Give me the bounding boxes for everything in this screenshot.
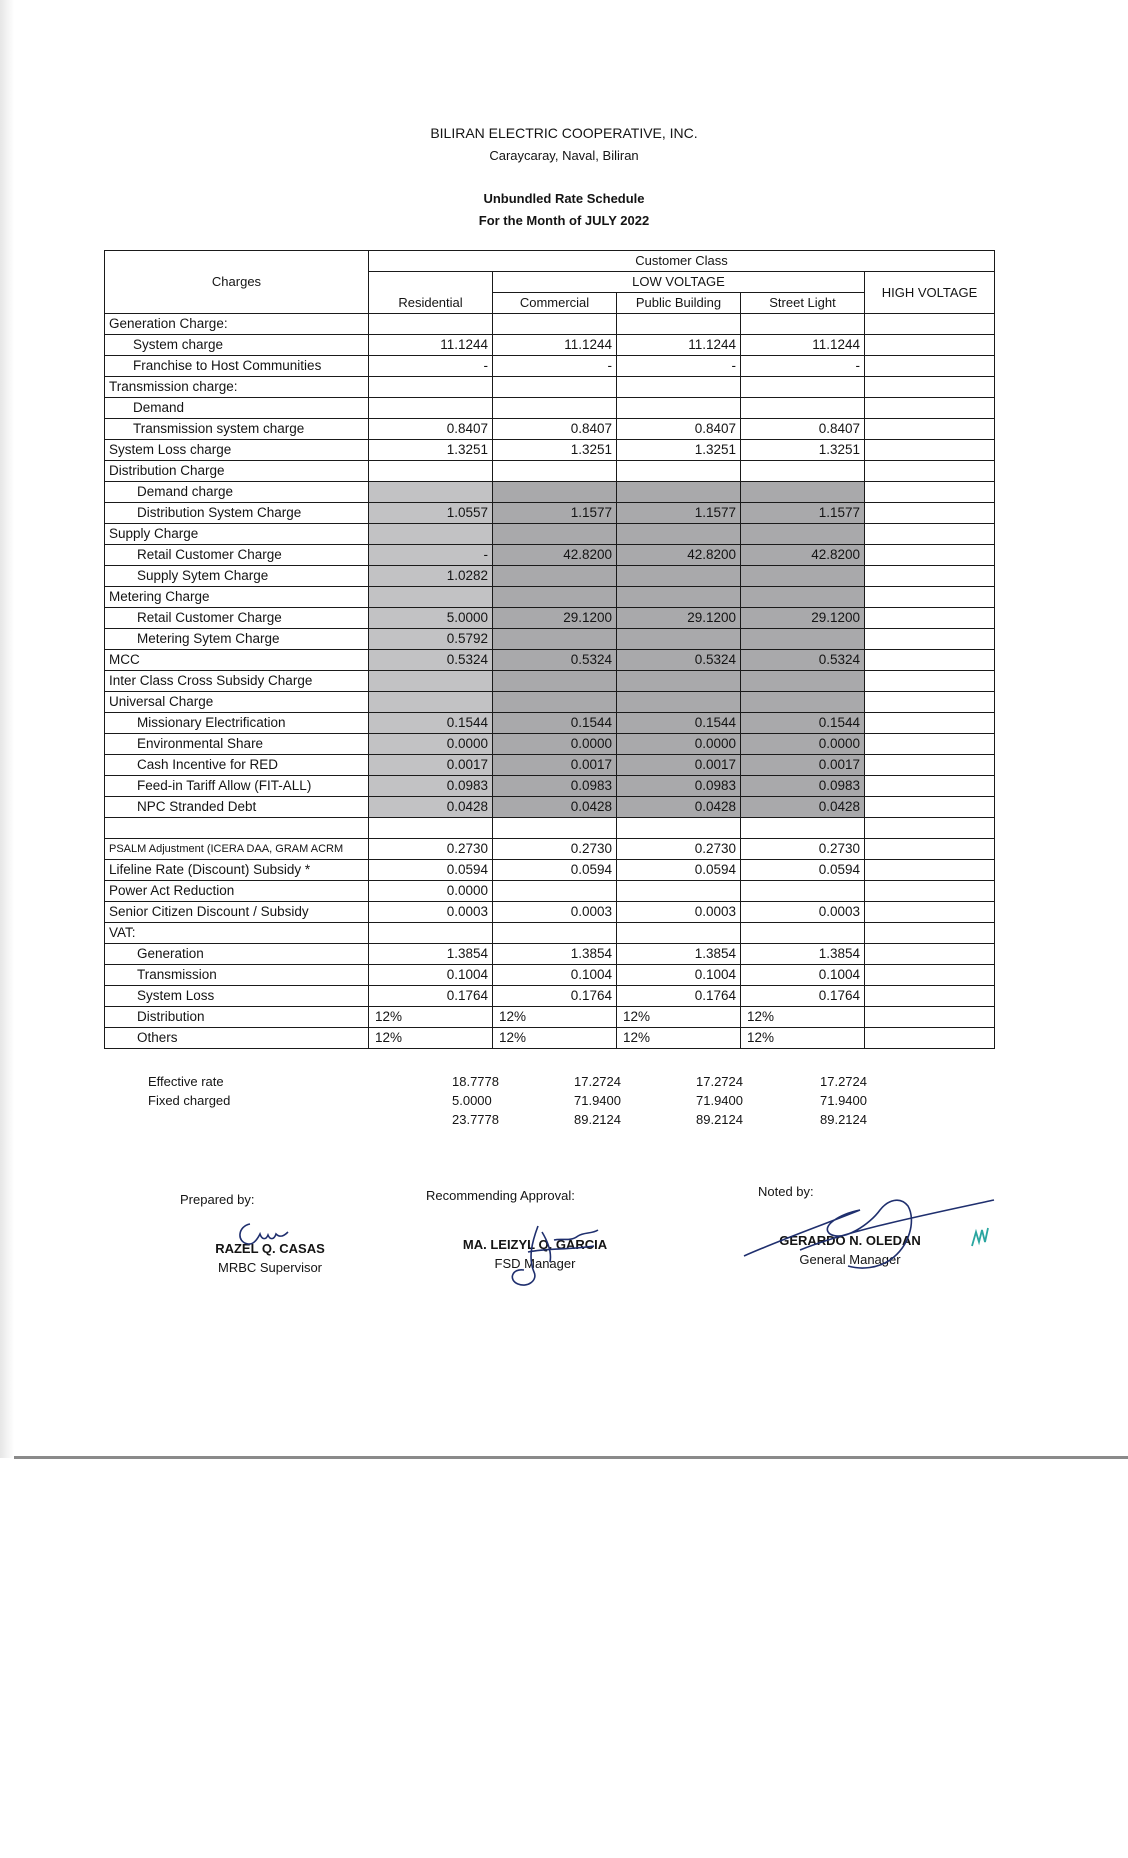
col-header-commercial: Commercial [493,293,617,314]
rate-cell-commercial [493,629,617,650]
charge-label: PSALM Adjustment (ICERA DAA, GRAM ACRM [105,839,369,860]
rate-cell-commercial: 11.1244 [493,335,617,356]
rate-cell-commercial: 29.1200 [493,608,617,629]
customer-class-header: Customer Class [369,251,995,272]
fixed-charged-label: Fixed charged [148,1093,231,1108]
rate-cell-commercial: 0.0017 [493,755,617,776]
rate-cell-commercial: 0.2730 [493,839,617,860]
rate-cell-residential: 0.1544 [369,713,493,734]
fixed-charged-value: 71.9400 [696,1093,743,1108]
charge-label: Transmission system charge [105,419,369,440]
charge-label: Environmental Share [105,734,369,755]
charge-label: System Loss charge [105,440,369,461]
rate-cell-public-building: 0.0594 [617,860,741,881]
table-row [105,566,995,587]
rate-cell-high-voltage [865,860,995,881]
total-value: 23.7778 [452,1112,499,1127]
rate-cell-commercial: 0.0003 [493,902,617,923]
rate-cell-high-voltage [865,713,995,734]
charge-label: Transmission charge: [105,377,369,398]
rate-cell-high-voltage [865,818,995,839]
charge-label: Universal Charge [105,692,369,713]
rate-cell-commercial [493,881,617,902]
rate-cell-street-light [741,524,865,545]
organization-name: BILIRAN ELECTRIC COOPERATIVE, INC. [430,125,698,141]
table-row [105,986,995,1007]
rate-cell-residential: 0.1004 [369,965,493,986]
noted-by-heading: Noted by: [758,1184,814,1199]
rate-cell-public-building [617,482,741,503]
rate-cell-high-voltage [865,650,995,671]
rate-cell-residential [369,398,493,419]
table-row [105,1028,995,1049]
table-row [105,860,995,881]
table-row [105,776,995,797]
rate-cell-residential: 1.3251 [369,440,493,461]
rate-schedule-table [104,250,995,1049]
rate-cell-public-building: 0.1764 [617,986,741,1007]
charge-label: Inter Class Cross Subsidy Charge [105,671,369,692]
rate-cell-street-light [741,692,865,713]
rate-cell-high-voltage [865,440,995,461]
rate-cell-residential: 0.0594 [369,860,493,881]
rate-cell-high-voltage [865,545,995,566]
charge-label: Supply Charge [105,524,369,545]
rate-cell-commercial: 0.0428 [493,797,617,818]
table-row [105,839,995,860]
rate-cell-street-light [741,314,865,335]
rate-cell-residential: 0.0017 [369,755,493,776]
rate-table-body [105,314,995,1049]
rate-cell-high-voltage [865,965,995,986]
rate-cell-street-light: 0.1544 [741,713,865,734]
rate-cell-high-voltage [865,923,995,944]
rate-cell-public-building [617,671,741,692]
charge-label: Lifeline Rate (Discount) Subsidy * [105,860,369,881]
rate-cell-high-voltage [865,755,995,776]
fixed-charged-value: 71.9400 [820,1093,867,1108]
rate-cell-high-voltage [865,692,995,713]
col-header-street-light: Street Light [741,293,865,314]
rate-cell-street-light: 1.3251 [741,440,865,461]
table-row [105,902,995,923]
rate-cell-residential: 0.2730 [369,839,493,860]
rate-cell-residential: 0.5324 [369,650,493,671]
rate-cell-high-voltage [865,902,995,923]
rate-cell-residential: - [369,545,493,566]
table-row [105,461,995,482]
rate-cell-public-building: 0.0983 [617,776,741,797]
rate-cell-high-voltage [865,356,995,377]
rate-cell-residential [369,314,493,335]
effective-rate-value: 18.7778 [452,1074,499,1089]
rate-cell-commercial [493,671,617,692]
charge-label: Demand charge [105,482,369,503]
rate-cell-residential: 0.1764 [369,986,493,1007]
rate-cell-commercial: 0.1004 [493,965,617,986]
rate-cell-commercial: 0.5324 [493,650,617,671]
rate-cell-high-voltage [865,1028,995,1049]
rate-cell-high-voltage [865,881,995,902]
effective-rate-value: 17.2724 [696,1074,743,1089]
rate-cell-residential [369,377,493,398]
prepared-signature-icon [232,1218,292,1252]
table-row [105,1007,995,1028]
rate-cell-high-voltage [865,503,995,524]
rate-cell-residential [369,587,493,608]
rate-cell-commercial [493,461,617,482]
high-voltage-header: HIGH VOLTAGE [865,272,995,314]
charge-label: Distribution [105,1007,369,1028]
rate-cell-street-light: 0.5324 [741,650,865,671]
table-row [105,503,995,524]
rate-cell-residential [369,524,493,545]
rate-cell-public-building [617,314,741,335]
rate-cell-street-light: 42.8200 [741,545,865,566]
rate-cell-public-building [617,377,741,398]
rate-cell-commercial: - [493,356,617,377]
document-period: For the Month of JULY 2022 [478,213,650,228]
rate-cell-commercial: 1.3854 [493,944,617,965]
charge-label: System Loss [105,986,369,1007]
recommending-approval-name: MA. LEIZYL Q. GARCIA [462,1237,608,1252]
rate-cell-commercial [493,314,617,335]
charge-label [105,818,369,839]
rate-cell-residential: 0.0003 [369,902,493,923]
table-row [105,650,995,671]
charge-label: Senior Citizen Discount / Subsidy [105,902,369,923]
rate-cell-high-voltage [865,839,995,860]
charge-label: Generation Charge: [105,314,369,335]
rate-cell-public-building [617,461,741,482]
charge-label: Missionary Electrification [105,713,369,734]
document-title: Unbundled Rate Schedule [483,191,645,206]
rate-cell-commercial: 1.3251 [493,440,617,461]
rate-cell-high-voltage [865,671,995,692]
rate-cell-public-building [617,566,741,587]
rate-summary [104,1074,884,1131]
rate-cell-street-light: 0.0003 [741,902,865,923]
rate-cell-public-building: 0.0000 [617,734,741,755]
table-row [105,587,995,608]
table-row [105,356,995,377]
charge-label: Transmission [105,965,369,986]
rate-cell-residential [369,923,493,944]
low-voltage-header: LOW VOLTAGE [493,272,865,293]
recommending-approval-role: FSD Manager [494,1256,576,1271]
rate-cell-high-voltage [865,461,995,482]
rate-cell-public-building: 11.1244 [617,335,741,356]
rate-cell-public-building [617,524,741,545]
rate-cell-residential [369,692,493,713]
rate-cell-public-building: 0.0017 [617,755,741,776]
rate-cell-street-light: 12% [741,1028,865,1049]
table-row [105,608,995,629]
rate-cell-high-voltage [865,944,995,965]
rate-cell-street-light [741,629,865,650]
rate-cell-commercial [493,524,617,545]
rate-cell-public-building: 1.1577 [617,503,741,524]
effective-rate-row [104,1074,884,1093]
rate-cell-public-building: 0.0428 [617,797,741,818]
charge-label: NPC Stranded Debt [105,797,369,818]
effective-rate-value: 17.2724 [574,1074,621,1089]
table-row [105,734,995,755]
rate-cell-public-building: 0.8407 [617,419,741,440]
rate-cell-public-building [617,692,741,713]
rate-cell-street-light: 29.1200 [741,608,865,629]
rate-cell-high-voltage [865,797,995,818]
rate-cell-residential: 1.3854 [369,944,493,965]
charge-label: VAT: [105,923,369,944]
rate-cell-commercial: 12% [493,1007,617,1028]
charge-label: Retail Customer Charge [105,608,369,629]
rate-cell-commercial: 0.0000 [493,734,617,755]
rate-cell-residential: 0.0000 [369,734,493,755]
charge-label: Generation [105,944,369,965]
charge-label: Distribution Charge [105,461,369,482]
charge-label: Distribution System Charge [105,503,369,524]
rate-cell-street-light: 0.0017 [741,755,865,776]
rate-cell-high-voltage [865,986,995,1007]
rate-cell-residential: 0.5792 [369,629,493,650]
fixed-charged-value: 71.9400 [574,1093,621,1108]
table-row [105,755,995,776]
fixed-charged-value: 5.0000 [452,1093,492,1108]
rate-cell-commercial: 12% [493,1028,617,1049]
rate-cell-street-light: 0.2730 [741,839,865,860]
total-value: 89.2124 [696,1112,743,1127]
rate-cell-commercial [493,818,617,839]
rate-cell-residential [369,818,493,839]
rate-cell-street-light: 12% [741,1007,865,1028]
table-row [105,335,995,356]
charge-label: MCC [105,650,369,671]
charge-label: Metering Sytem Charge [105,629,369,650]
charge-label: Cash Incentive for RED [105,755,369,776]
table-row [105,524,995,545]
fixed-charged-row [104,1093,884,1112]
table-row [105,482,995,503]
noted-signature-icon [740,1180,1000,1290]
rate-cell-public-building: 42.8200 [617,545,741,566]
table-row [105,923,995,944]
rate-cell-street-light [741,566,865,587]
table-row [105,692,995,713]
rate-cell-street-light [741,461,865,482]
table-row [105,419,995,440]
rate-cell-commercial [493,377,617,398]
rate-cell-high-voltage [865,734,995,755]
rate-cell-residential: 12% [369,1028,493,1049]
rate-cell-commercial [493,692,617,713]
table-row [105,440,995,461]
rate-cell-residential: 0.0983 [369,776,493,797]
rate-cell-residential: 11.1244 [369,335,493,356]
charge-label: Retail Customer Charge [105,545,369,566]
prepared-by-role: MRBC Supervisor [217,1260,323,1275]
charge-label: Feed-in Tariff Allow (FIT-ALL) [105,776,369,797]
noted-by-role: General Manager [799,1252,901,1267]
rate-cell-public-building: 0.1544 [617,713,741,734]
rate-cell-commercial [493,482,617,503]
rate-cell-public-building [617,818,741,839]
rate-cell-public-building: 12% [617,1007,741,1028]
charge-label: Franchise to Host Communities [105,356,369,377]
organization-address: Caraycaray, Naval, Biliran [489,148,639,163]
rate-cell-street-light: 0.1004 [741,965,865,986]
prepared-by-name: RAZEL Q. CASAS [215,1241,325,1256]
rate-cell-public-building [617,587,741,608]
scan-bottom-edge [14,1456,1128,1459]
rate-cell-high-voltage [865,1007,995,1028]
table-row [105,314,995,335]
effective-rate-label: Effective rate [148,1074,224,1089]
table-row [105,944,995,965]
rate-cell-residential [369,671,493,692]
rate-cell-high-voltage [865,482,995,503]
col-header-public-building: Public Building [617,293,741,314]
table-row [105,797,995,818]
table-row [105,881,995,902]
rate-cell-commercial [493,587,617,608]
rate-cell-public-building: 0.1004 [617,965,741,986]
rate-cell-high-voltage [865,629,995,650]
rate-cell-street-light [741,818,865,839]
rate-cell-residential [369,461,493,482]
rate-cell-commercial [493,566,617,587]
rate-cell-commercial: 0.1544 [493,713,617,734]
rate-cell-public-building: 0.2730 [617,839,741,860]
recommending-approval-heading: Recommending Approval: [426,1188,575,1203]
table-row [105,629,995,650]
rate-cell-high-voltage [865,776,995,797]
rate-cell-public-building: 1.3251 [617,440,741,461]
rate-cell-high-voltage [865,314,995,335]
rate-cell-commercial [493,398,617,419]
rate-cell-public-building [617,923,741,944]
prepared-by-heading: Prepared by: [180,1192,255,1207]
noted-by-name: GERARDO N. OLEDAN [779,1233,921,1248]
rate-cell-high-voltage [865,377,995,398]
rate-cell-high-voltage [865,566,995,587]
rate-cell-public-building: 12% [617,1028,741,1049]
rate-cell-street-light: 0.8407 [741,419,865,440]
rate-cell-high-voltage [865,608,995,629]
rate-cell-residential: 1.0557 [369,503,493,524]
rate-cell-commercial: 0.0594 [493,860,617,881]
rate-cell-street-light: 1.1577 [741,503,865,524]
total-value: 89.2124 [574,1112,621,1127]
total-value: 89.2124 [820,1112,867,1127]
rate-cell-street-light: 1.3854 [741,944,865,965]
rate-cell-street-light: 0.0594 [741,860,865,881]
charge-label: Demand [105,398,369,419]
total-row [104,1112,884,1131]
table-row [105,818,995,839]
rate-cell-public-building [617,629,741,650]
rate-cell-public-building: 1.3854 [617,944,741,965]
rate-cell-street-light: - [741,356,865,377]
rate-cell-street-light [741,881,865,902]
rate-cell-residential: 1.0282 [369,566,493,587]
rate-cell-street-light [741,587,865,608]
charge-label: Power Act Reduction [105,881,369,902]
rate-cell-public-building: - [617,356,741,377]
rate-cell-residential: 0.0000 [369,881,493,902]
rate-cell-commercial [493,923,617,944]
table-row [105,377,995,398]
rate-cell-public-building [617,881,741,902]
rate-cell-street-light [741,482,865,503]
rate-cell-commercial: 0.8407 [493,419,617,440]
charges-header: Charges [105,251,369,314]
rate-cell-street-light [741,398,865,419]
charge-label: Supply Sytem Charge [105,566,369,587]
rate-cell-high-voltage [865,524,995,545]
rate-cell-residential: 5.0000 [369,608,493,629]
rate-cell-street-light: 0.1764 [741,986,865,1007]
rate-cell-residential: 0.0428 [369,797,493,818]
table-row [105,671,995,692]
effective-rate-value: 17.2724 [820,1074,867,1089]
rate-cell-residential [369,482,493,503]
rate-cell-commercial: 42.8200 [493,545,617,566]
rate-cell-street-light [741,923,865,944]
table-row [105,545,995,566]
rate-cell-commercial: 0.0983 [493,776,617,797]
rate-cell-street-light: 0.0428 [741,797,865,818]
rate-cell-street-light [741,671,865,692]
table-row [105,965,995,986]
charge-label: Others [105,1028,369,1049]
table-row [105,398,995,419]
table-row [105,713,995,734]
rate-cell-street-light [741,377,865,398]
charge-label: Metering Charge [105,587,369,608]
rate-cell-street-light: 0.0000 [741,734,865,755]
charge-label: System charge [105,335,369,356]
rate-cell-public-building: 0.5324 [617,650,741,671]
rate-cell-high-voltage [865,419,995,440]
rate-cell-high-voltage [865,398,995,419]
rate-cell-street-light: 11.1244 [741,335,865,356]
rate-cell-high-voltage [865,335,995,356]
rate-cell-street-light: 0.0983 [741,776,865,797]
rate-cell-public-building [617,398,741,419]
rate-cell-residential: 0.8407 [369,419,493,440]
col-header-residential: Residential [369,272,493,314]
rate-cell-public-building: 0.0003 [617,902,741,923]
rate-cell-residential: 12% [369,1007,493,1028]
rate-cell-public-building: 29.1200 [617,608,741,629]
rate-cell-residential: - [369,356,493,377]
rate-cell-high-voltage [865,587,995,608]
rate-cell-commercial: 1.1577 [493,503,617,524]
rate-cell-commercial: 0.1764 [493,986,617,1007]
recommending-signature-icon [498,1222,608,1292]
